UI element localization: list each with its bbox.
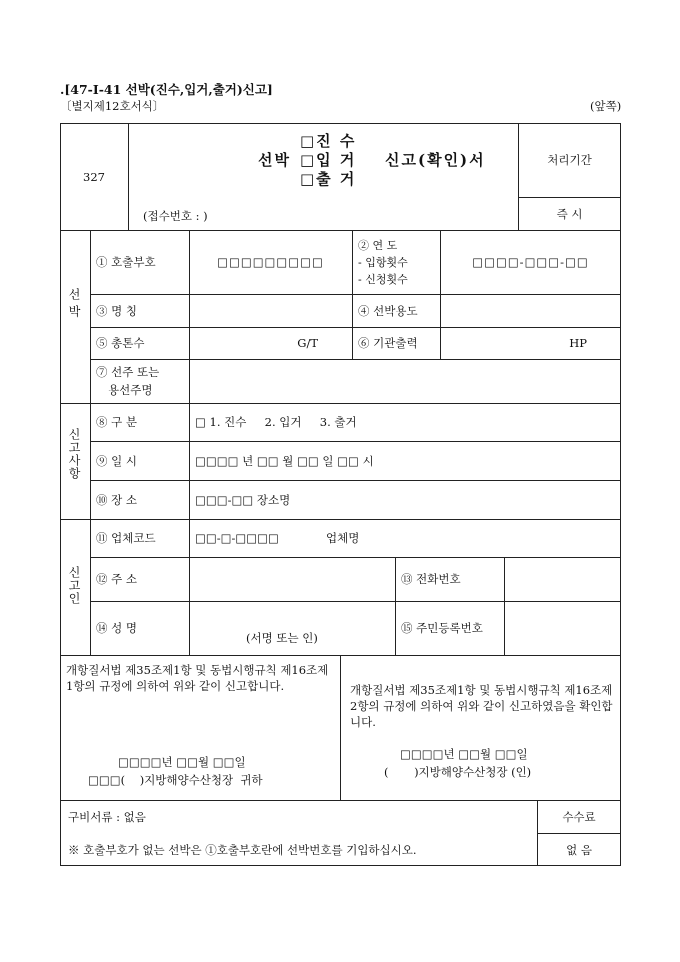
phone-label: ⑬ 전화번호: [401, 572, 461, 586]
declaration-left-recipient: □□□( )지방해양수산청장 귀하: [88, 773, 263, 787]
declaration-right-text: 개항질서법 제35조제1항 및 동법시행규칙 제16조제2항의 규정에 의하여 위와 같이 신고하였음을 확인합니다.: [350, 683, 613, 729]
declaration-left-date: □□□□년 □□월 □□일: [118, 755, 246, 769]
document-title: .[47-I-41 선박(진수,입거,출거)신고]: [60, 82, 273, 97]
declaration-left-text: 개항질서법 제35조제1항 및 동법시행규칙 제16조제1항의 규정에 의하여 위와 같이 신고합니다.: [66, 663, 329, 693]
ship-label: 선박: [258, 151, 291, 169]
serial-number: 327: [83, 169, 105, 184]
option-dock-in: □입 거: [300, 151, 357, 169]
type-label: ⑧ 구 분: [96, 415, 138, 429]
owner-label-line1: ⑦ 선주 또는: [96, 365, 160, 379]
option-launch: □진 수: [300, 132, 357, 150]
type-value[interactable]: □ 1. 진수 2. 입거 3. 출거: [195, 415, 357, 429]
report-count-label: - 신청횟수: [358, 273, 408, 286]
fee-value: 없 음: [566, 842, 592, 857]
call-sign-value[interactable]: □□□□□□□□□: [217, 255, 324, 269]
tonnage-label: ⑤ 총톤수: [96, 336, 145, 350]
engine-power-unit: HP: [569, 336, 587, 350]
report-label: 신고(확인)서: [385, 151, 486, 169]
declaration-right-signer: ( )지방해양수산청장 (인): [384, 765, 532, 779]
company-code-value[interactable]: □□-□-□□□□: [195, 531, 279, 545]
page-side-note: (앞쪽): [590, 99, 622, 113]
signature-label: (서명 또는 인): [246, 631, 318, 645]
engine-power-label: ⑥ 기관출력: [358, 336, 418, 350]
footer-note: ※ 호출부호가 없는 선박은 ①호출부호란에 선박번호를 기입하십시오.: [68, 842, 417, 857]
place-label: ⑩ 장 소: [96, 492, 138, 507]
resident-id-label: ⑮ 주민등록번호: [401, 621, 483, 635]
place-value[interactable]: □□□-□□ 장소명: [195, 492, 291, 507]
year-label: ② 연 도: [358, 239, 398, 252]
name-label: ⑭ 성 명: [96, 621, 138, 635]
required-documents: 구비서류 : 없음: [68, 809, 146, 824]
divider: [340, 655, 341, 800]
company-code-label: ⑪ 업체코드: [96, 531, 156, 545]
datetime-label: ⑨ 일 시: [96, 453, 138, 468]
processing-period-value: 즉 시: [556, 206, 583, 221]
call-sign-label: ① 호출부호: [96, 255, 156, 269]
ship-name-label: ③ 명 칭: [96, 303, 138, 318]
form-number: 〔별지제12호서식〕: [60, 99, 165, 113]
datetime-value[interactable]: □□□□ 년 □□ 월 □□ 일 □□ 시: [195, 453, 374, 468]
address-label: ⑫ 주 소: [96, 572, 138, 586]
year-value[interactable]: □□□□-□□□-□□: [472, 255, 589, 269]
divider: [128, 123, 129, 230]
processing-period-label: 처리기간: [547, 153, 592, 167]
section-reporter: 신고인: [67, 566, 81, 605]
fee-label: 수수료: [562, 809, 596, 824]
option-dock-out: □출 거: [300, 170, 357, 188]
section-report: 신고사항: [67, 428, 81, 480]
divider: [504, 557, 505, 655]
ship-use-label: ④ 선박용도: [358, 303, 418, 318]
receipt-number: (접수번호 : ): [143, 209, 208, 223]
section-ship: 선박: [67, 288, 81, 322]
owner-label-line2: 용선주명: [108, 383, 153, 397]
divider: [90, 359, 621, 360]
declaration-right-date: □□□□년 □□월 □□일: [400, 747, 528, 761]
entry-count-label: - 입항횟수: [358, 256, 408, 269]
company-name-label: 업체명: [326, 531, 360, 545]
tonnage-unit: G/T: [297, 336, 318, 350]
